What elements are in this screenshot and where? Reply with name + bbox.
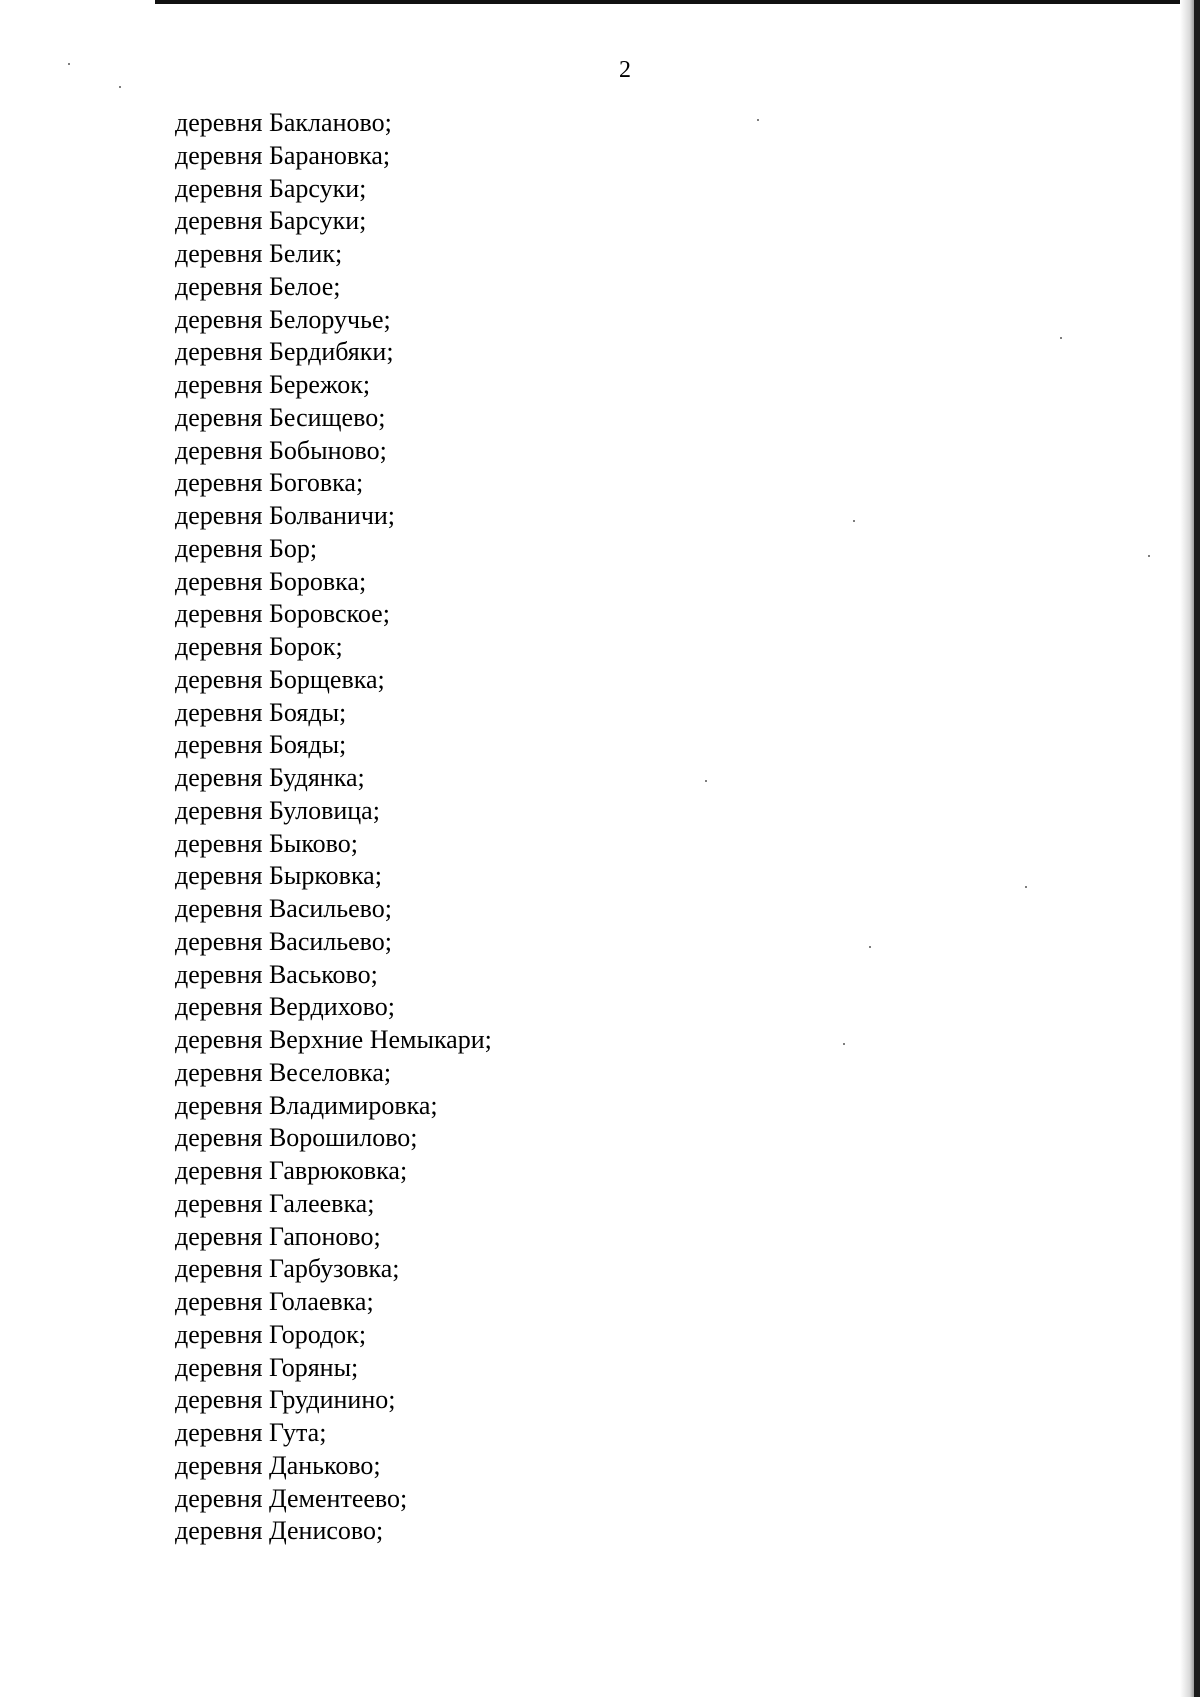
list-item: деревня Галеевка; bbox=[175, 1188, 375, 1218]
scan-speck bbox=[843, 1043, 845, 1045]
right-scan-shadow bbox=[1180, 0, 1194, 1697]
scan-speck bbox=[757, 119, 759, 121]
list-item: деревня Бояды; bbox=[175, 697, 347, 727]
list-item: деревня Бырковка; bbox=[175, 861, 382, 891]
list-item: деревня Горяны; bbox=[175, 1352, 359, 1382]
settlement-list bbox=[175, 107, 492, 1548]
scan-speck bbox=[853, 520, 855, 522]
list-item: деревня Буловица; bbox=[175, 795, 380, 825]
page-number: 2 bbox=[619, 57, 631, 83]
list-item: деревня Барсуки; bbox=[175, 206, 367, 236]
list-item: деревня Бердибяки; bbox=[175, 337, 394, 367]
list-item: деревня Бережок; bbox=[175, 370, 371, 399]
scan-speck bbox=[1060, 337, 1062, 339]
list-item: деревня Голаевка; bbox=[175, 1287, 374, 1316]
list-item: деревня Барановка; bbox=[175, 140, 391, 170]
list-item: деревня Грудинино; bbox=[175, 1385, 396, 1415]
list-item: деревня Веселовка; bbox=[175, 1057, 392, 1087]
top-scan-border bbox=[155, 0, 1200, 4]
list-item: деревня Белоручье; bbox=[175, 304, 391, 334]
list-item: деревня Дементеево; bbox=[175, 1483, 408, 1513]
list-item: деревня Бесищево; bbox=[175, 402, 386, 432]
list-item: деревня Бор; bbox=[175, 533, 318, 563]
list-item: деревня Даньково; bbox=[175, 1450, 381, 1480]
list-item: деревня Гарбузовка; bbox=[175, 1254, 400, 1284]
list-item: деревня Денисово; bbox=[175, 1516, 384, 1546]
list-item: деревня Быково; bbox=[175, 828, 358, 858]
list-item: деревня Бакланово; bbox=[175, 108, 392, 137]
right-scan-border bbox=[1194, 0, 1200, 1697]
list-item: деревня Гута; bbox=[175, 1418, 327, 1447]
list-item: деревня Боговка; bbox=[175, 468, 364, 498]
list-item: деревня Боровское; bbox=[175, 599, 390, 629]
scan-speck bbox=[1148, 555, 1150, 557]
scan-speck bbox=[705, 780, 707, 782]
list-item: деревня Владимировка; bbox=[175, 1090, 438, 1120]
scan-speck bbox=[869, 946, 871, 948]
list-item: деревня Городок; bbox=[175, 1319, 367, 1349]
scan-speck bbox=[119, 86, 121, 88]
list-item: деревня Вердихово; bbox=[175, 992, 395, 1022]
list-item: деревня Ворошилово; bbox=[175, 1123, 418, 1153]
list-item: деревня Васильево; bbox=[175, 926, 392, 956]
list-item: деревня Гапоново; bbox=[175, 1221, 381, 1251]
list-item: деревня Васьково; bbox=[175, 959, 378, 989]
list-item: деревня Васильево; bbox=[175, 894, 392, 923]
scan-speck bbox=[68, 63, 70, 65]
scan-speck bbox=[1025, 886, 1027, 888]
list-item: деревня Бояды; bbox=[175, 730, 347, 760]
list-item: деревня Верхние Немыкари; bbox=[175, 1025, 492, 1054]
list-item: деревня Борщевка; bbox=[175, 664, 385, 694]
list-item: деревня Барсуки; bbox=[175, 173, 367, 203]
list-item: деревня Болваничи; bbox=[175, 501, 396, 530]
list-item: деревня Будянка; bbox=[175, 763, 365, 792]
list-item: деревня Бобыново; bbox=[175, 435, 387, 465]
list-item: деревня Гаврюковка; bbox=[175, 1156, 408, 1185]
list-item: деревня Боровка; bbox=[175, 566, 367, 596]
list-item: деревня Белик; bbox=[175, 239, 343, 268]
list-item: деревня Белое; bbox=[175, 271, 341, 301]
list-item: деревня Борок; bbox=[175, 632, 343, 661]
